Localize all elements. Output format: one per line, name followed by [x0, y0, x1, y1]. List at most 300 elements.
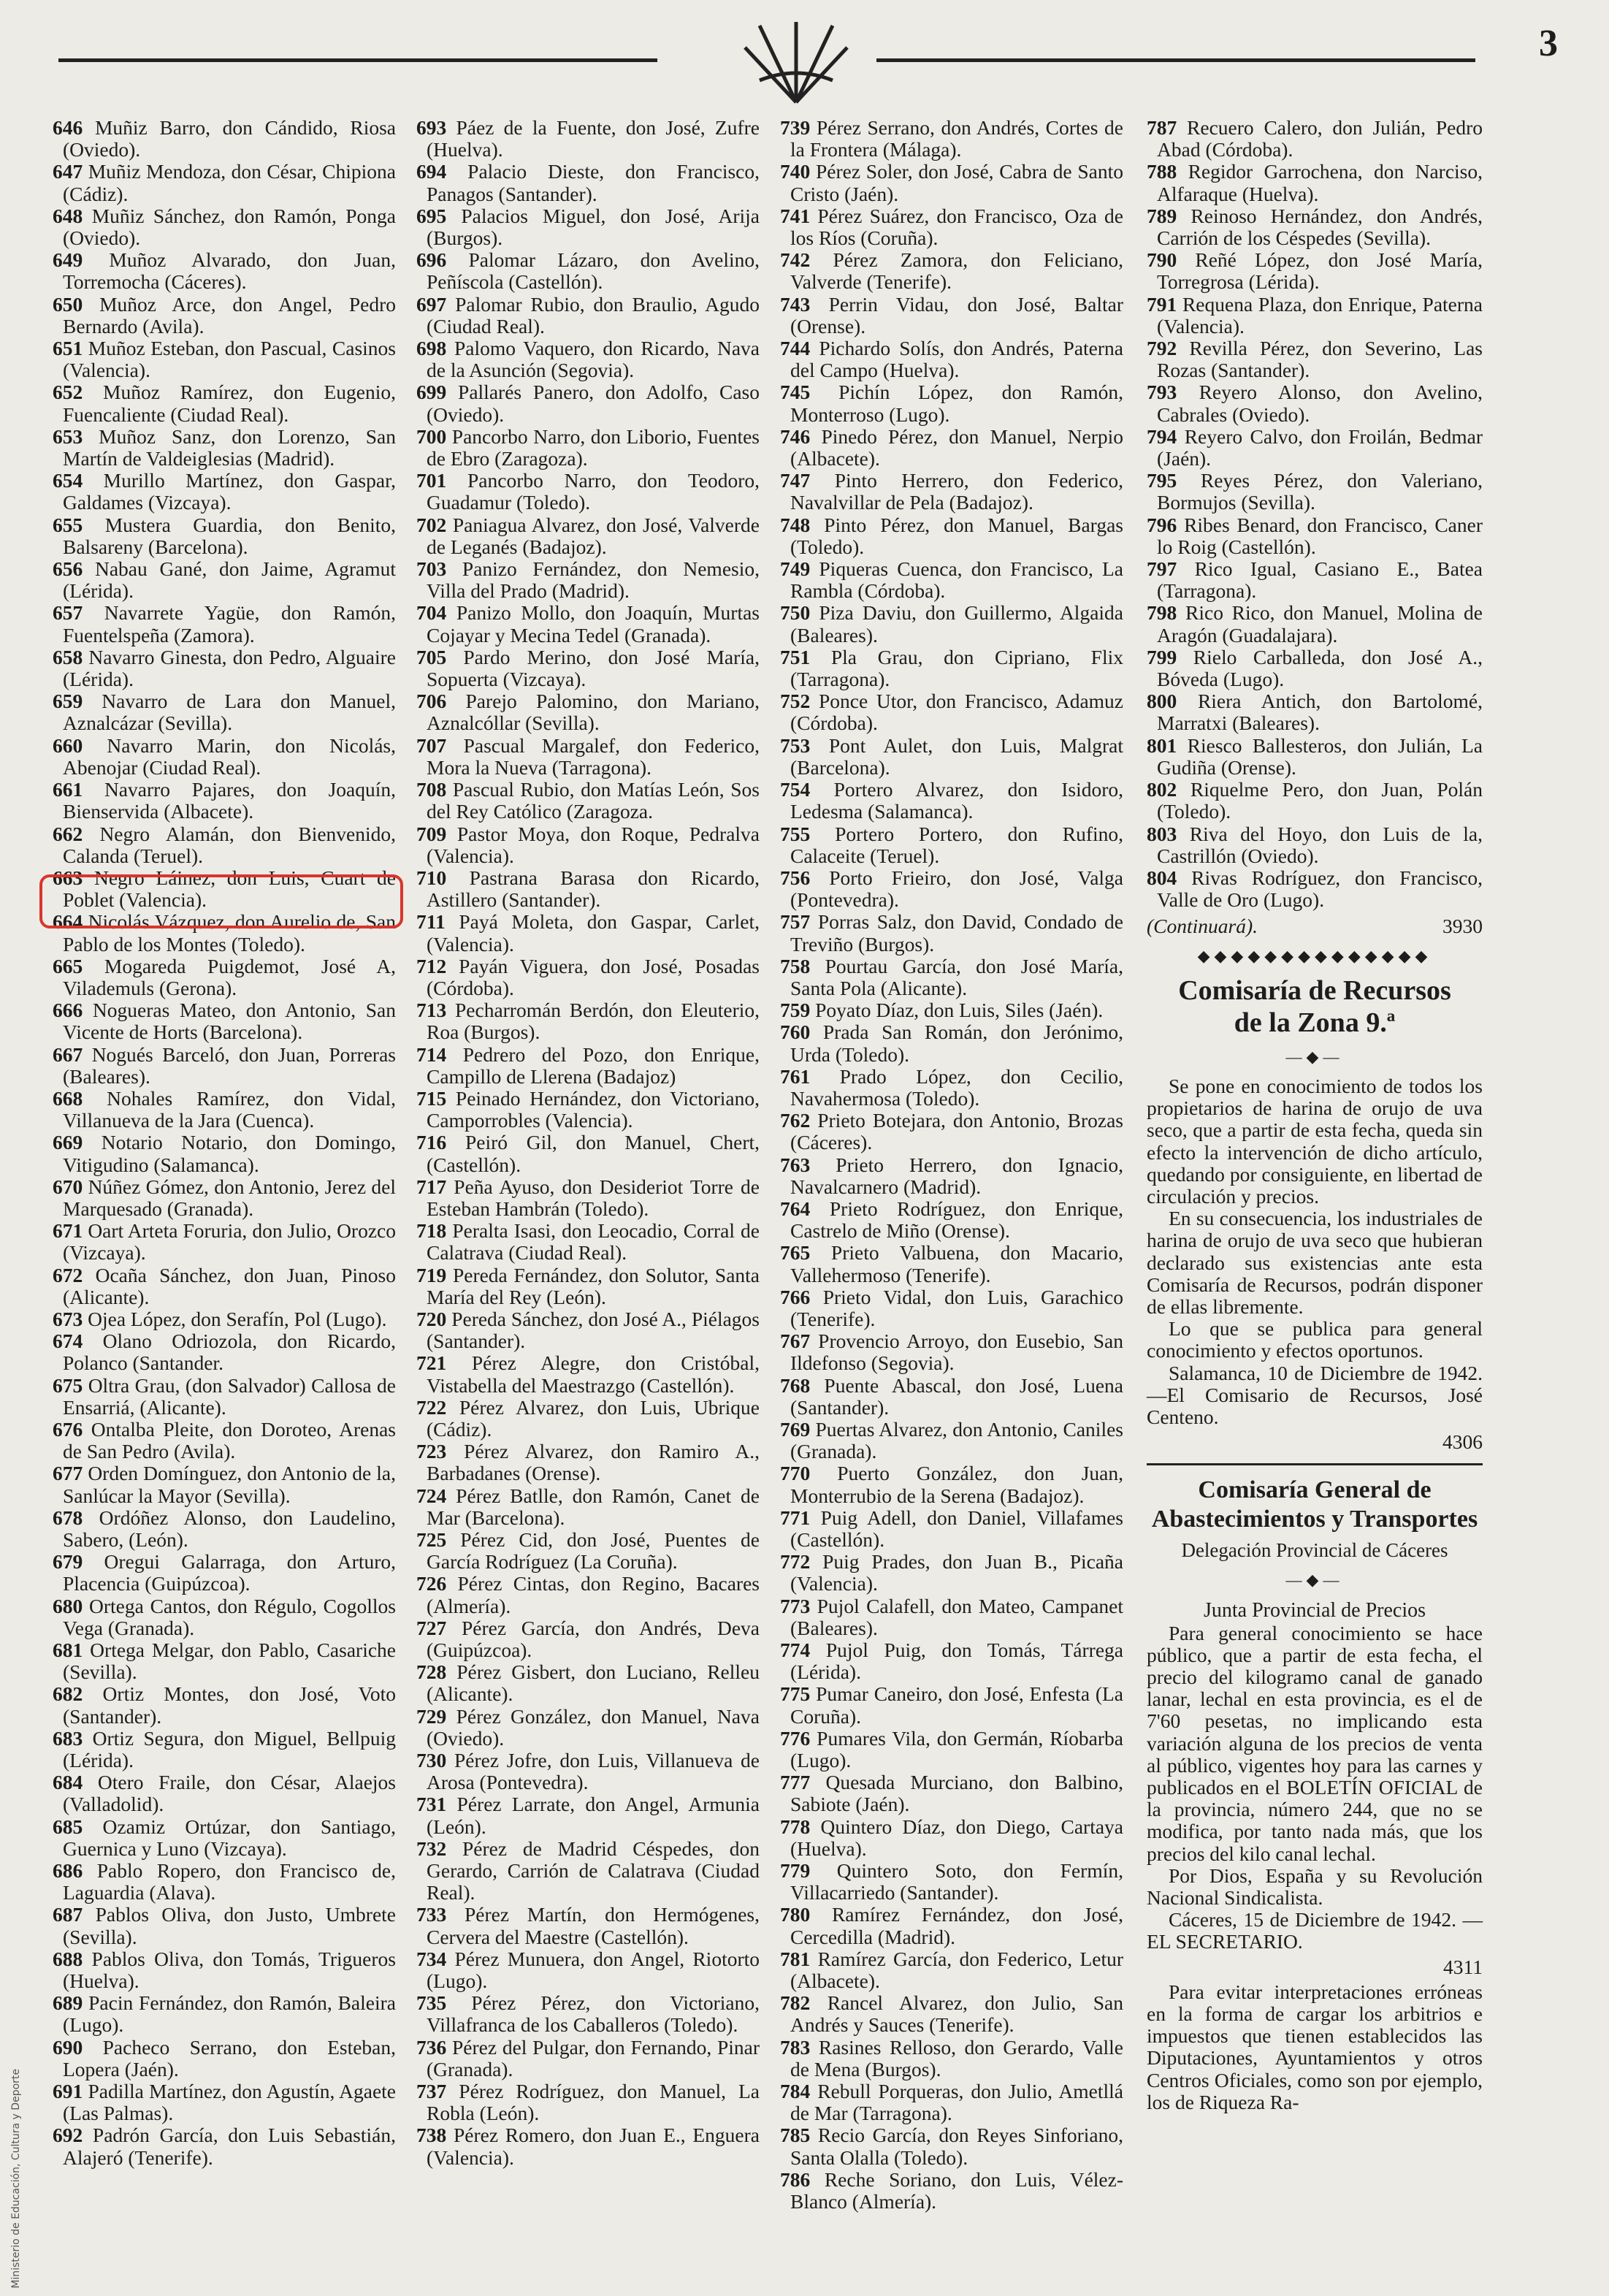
entry-number: 747 — [780, 469, 811, 492]
entry-number: 702 — [416, 513, 447, 536]
list-entry — [53, 470, 396, 514]
entry-number: 797 — [1147, 557, 1177, 581]
entry-text: Muñoz Esteban, don Pascual, Casinos (Valencia). — [63, 337, 397, 382]
entry-number: 733 — [416, 1903, 447, 1926]
list-entry — [780, 867, 1123, 911]
entry-text: Rebull Porqueras, don Julio, Ametllá de Mar (Tarragona). — [790, 2080, 1123, 2125]
entry-number: 685 — [53, 1815, 83, 1838]
entry-number: 698 — [416, 337, 447, 360]
list-entry — [1147, 602, 1483, 646]
entry-number: 735 — [416, 1991, 447, 2015]
entry-text: Ramírez García, don Federico, Letur (Albacete). — [790, 1947, 1123, 1993]
list-entry — [53, 1330, 396, 1374]
entry-text: Núñez Gómez, don Antonio, Jerez del Marquesado (Granada). — [63, 1175, 396, 1220]
entry-number: 724 — [416, 1484, 447, 1507]
list-entry — [53, 690, 396, 734]
entry-text: Prada San Román, don Jerónimo, Urda (Toledo). — [790, 1021, 1123, 1066]
list-entry — [780, 294, 1123, 337]
entry-text: Pourtau García, don José María, Santa Pola (Alicante). — [790, 954, 1123, 999]
list-entry — [416, 2037, 760, 2080]
entry-text: Pérez Cid, don José, Puentes de García Rodríguez (La Coruña). — [427, 1528, 760, 1574]
entry-text: Pumar Caneiro, don José, Enfesta (La Coruña). — [790, 1682, 1123, 1728]
list-entry — [780, 1992, 1123, 2036]
entry-number: 767 — [780, 1330, 811, 1353]
list-entry — [1147, 381, 1483, 425]
entry-number: 798 — [1147, 601, 1177, 625]
list-entry — [780, 1462, 1123, 1506]
entry-number: 654 — [53, 469, 83, 492]
list-entry — [780, 205, 1123, 249]
list-entry — [53, 205, 396, 249]
list-entry — [416, 1617, 760, 1661]
entry-text: Requena Plaza, don Enrique, Paterna (Valencia). — [1157, 292, 1483, 337]
small-ornament: —◆— — [1285, 1047, 1344, 1066]
list-entry — [780, 1419, 1123, 1462]
entry-number: 736 — [416, 2035, 447, 2059]
list-entry — [1147, 867, 1483, 911]
list-entry — [416, 867, 760, 911]
entry-number: 679 — [53, 1550, 83, 1574]
notice2-paragraph: Por Dios, España y su Revolución Nacional Sindicalista. — [1147, 1864, 1483, 1910]
entry-text: Muñiz Barro, don Cándido, Riosa (Oviedo). — [63, 116, 396, 161]
list-entry — [53, 381, 396, 425]
entry-number: 764 — [780, 1197, 811, 1220]
list-entry — [416, 779, 760, 823]
entry-text: Pereda Sánchez, don José A., Piélagos (Santander). — [427, 1307, 760, 1353]
entry-text: Piza Daviu, don Guillermo, Algaida (Baleares). — [790, 601, 1123, 647]
entry-number: 687 — [53, 1903, 83, 1926]
entry-number: 739 — [780, 116, 811, 139]
entry-text: Prado López, don Cecilio, Navahermosa (Toledo). — [790, 1064, 1124, 1110]
entry-number: 794 — [1147, 424, 1177, 448]
list-entry — [53, 602, 396, 646]
entry-number: 681 — [53, 1639, 83, 1662]
entry-number: 715 — [416, 1086, 447, 1110]
entry-text: Pablos Oliva, don Justo, Umbrete (Sevilla). — [63, 1903, 396, 1948]
entry-text: Quesada Murciano, don Balbino, Sabiote (Jaén). — [790, 1771, 1124, 1816]
list-entry — [416, 1750, 760, 1793]
list-entry — [53, 1132, 396, 1175]
entry-text: Recuero Calero, don Julián, Pedro Abad (Córdoba). — [1157, 116, 1483, 161]
entry-text: Ortega Melgar, don Pablo, Casariche (Sevilla). — [63, 1639, 397, 1684]
list-entry — [416, 1176, 760, 1220]
entry-text: Pérez Alvarez, don Luis, Ubrique (Cádiz). — [427, 1395, 760, 1441]
entry-text: Peña Ayuso, don Desideriot Torre de Esteban Hambrán (Toledo). — [427, 1175, 760, 1220]
entry-text: Puente Abascal, don José, Luena (Santander). — [790, 1373, 1123, 1419]
entry-number: 683 — [53, 1726, 83, 1750]
list-entry — [1147, 823, 1483, 867]
entry-text: Pablos Oliva, don Tomás, Trigueros (Huelva). — [63, 1947, 397, 1993]
list-entry — [780, 1198, 1123, 1242]
entry-text: Ojea López, don Serafín, Pol (Lugo). — [88, 1307, 387, 1330]
entry-number: 712 — [416, 954, 447, 977]
entry-text: Pancorbo Narro, don Teodoro, Guadamur (Toledo). — [427, 469, 760, 514]
entry-number: 723 — [416, 1440, 447, 1463]
entry-text: Pereda Fernández, don Solutor, Santa María del Rey (León). — [427, 1263, 760, 1308]
list-entry — [780, 161, 1123, 205]
entry-text: Pérez Martín, don Hermógenes, Cervera del Maestre (Castellón). — [427, 1903, 760, 1948]
small-ornament: —◆— — [1285, 1571, 1344, 1590]
entry-number: 770 — [780, 1462, 811, 1485]
list-entry — [780, 2124, 1123, 2168]
list-entry — [416, 1044, 760, 1088]
list-entry — [416, 1992, 760, 2036]
list-entry — [416, 1397, 760, 1441]
entry-number: 711 — [416, 910, 446, 934]
list-entry — [780, 690, 1123, 734]
entry-text: Rico Rico, don Manuel, Molina de Aragón (Guadalajara). — [1157, 601, 1483, 647]
entry-number: 657 — [53, 601, 83, 625]
list-entry — [53, 1860, 396, 1904]
entry-text: Oltra Grau, (don Salvador) Callosa de Ensarriá, (Alicante). — [63, 1373, 396, 1419]
list-entry — [780, 1330, 1123, 1374]
entry-number: 746 — [780, 424, 811, 448]
entry-number: 803 — [1147, 822, 1177, 845]
entry-number: 660 — [53, 733, 83, 757]
entry-number: 648 — [53, 204, 83, 227]
list-entry — [416, 1706, 760, 1750]
entry-number: 717 — [416, 1175, 447, 1198]
list-entry — [416, 1265, 760, 1308]
entry-text: Rico Igual, Casiano E., Batea (Tarragona). — [1157, 557, 1483, 603]
entry-text: Pacin Fernández, don Ramón, Baleira (Lugo). — [63, 1991, 396, 2037]
notice2-paragraph: Cáceres, 15 de Diciembre de 1942. —EL SECRETARIO. — [1147, 1908, 1483, 1953]
entry-text: Ortiz Montes, don José, Voto (Santander). — [63, 1682, 397, 1728]
list-entry — [416, 1838, 760, 1904]
column-1 — [53, 117, 396, 2169]
list-entry — [1147, 470, 1483, 514]
entry-number: 751 — [780, 645, 811, 668]
entry-number: 710 — [416, 866, 447, 889]
entry-number: 725 — [416, 1528, 447, 1551]
entry-number: 729 — [416, 1704, 447, 1728]
entry-text: Puertas Alvarez, don Antonio, Caniles (Granada). — [790, 1417, 1123, 1463]
list-entry — [780, 1021, 1123, 1065]
entry-number: 795 — [1147, 469, 1177, 492]
notice2-subtitle: Delegación Provincial de Cáceres — [1181, 1539, 1448, 1562]
list-entry — [53, 249, 396, 293]
notice-comisaria-recursos — [1147, 975, 1483, 1454]
list-entry — [780, 647, 1123, 690]
entry-text: Rancel Alvarez, don Julio, San Andrés y Sauces (Tenerife). — [790, 1991, 1124, 2037]
entry-number: 734 — [416, 1947, 447, 1970]
notice1-title-line1: Comisaría de Recursos — [1178, 975, 1451, 1006]
notice1-title-line2: de la Zona 9.ª — [1234, 1007, 1396, 1038]
entry-number: 695 — [416, 204, 447, 227]
entry-number: 673 — [53, 1307, 83, 1330]
entry-number: 756 — [780, 866, 811, 889]
list-entry — [416, 1088, 760, 1132]
entry-text: Navarrete Yagüe, don Ramón, Fuentelspeña (Zamora). — [63, 601, 397, 647]
entry-text: Notario Notario, don Domingo, Vitigudino (Salamanca). — [63, 1131, 396, 1176]
entry-text: Quintero Díaz, don Diego, Cartaya (Huelva). — [790, 1815, 1123, 1860]
entry-text: Orden Domínguez, don Antonio de la, Sanlúcar la Mayor (Sevilla). — [63, 1462, 397, 1507]
list-entry — [53, 1639, 396, 1683]
list-entry — [53, 1771, 396, 1815]
list-entry — [53, 294, 396, 337]
entry-number: 693 — [416, 116, 447, 139]
entry-number: 721 — [416, 1351, 447, 1375]
entry-number: 716 — [416, 1131, 447, 1154]
entry-number: 670 — [53, 1175, 83, 1198]
entry-text: Pinto Herrero, don Federico, Navalvillar de Pela (Badajoz). — [790, 469, 1124, 514]
notice2-title: Comisaría General de Abastecimientos y Transportes — [1151, 1476, 1478, 1533]
list-entry — [53, 2124, 396, 2168]
footer-credit: Ministerio de Educación, Cultura y Deporte — [10, 2069, 22, 2289]
entry-number: 664 — [53, 910, 83, 934]
entry-text: Pérez Zamora, don Feliciano, Valverde (Tenerife). — [790, 248, 1123, 294]
entry-number: 682 — [53, 1682, 83, 1706]
entry-number: 731 — [416, 1793, 447, 1816]
entry-text: Nogueras Mateo, don Antonio, San Vicente de Horts (Barcelona). — [63, 999, 397, 1044]
list-entry — [53, 1595, 396, 1639]
list-entry — [780, 2037, 1123, 2080]
list-entry — [780, 602, 1123, 646]
entry-number: 719 — [416, 1263, 447, 1286]
list-entry — [416, 2080, 760, 2124]
list-entry — [416, 999, 760, 1043]
list-entry — [53, 2080, 396, 2124]
entry-number: 738 — [416, 2124, 447, 2147]
entry-number: 646 — [53, 116, 83, 139]
entry-number: 790 — [1147, 248, 1177, 272]
entry-number: 699 — [416, 381, 447, 404]
entry-text: Riva del Hoyo, don Luis de la, Castrillón (Oviedo). — [1157, 822, 1483, 867]
entry-text: Pastrana Barasa don Ricardo, Astillero (Santander). — [427, 866, 760, 912]
entry-number: 672 — [53, 1263, 83, 1286]
list-entry — [416, 249, 760, 293]
list-entry — [780, 426, 1123, 470]
entry-text: Regidor Garrochena, don Narciso, Alfaraque (Huelva). — [1157, 160, 1483, 205]
entry-number: 690 — [53, 2035, 83, 2059]
entry-text: Riera Antich, don Bartolomé, Marratxi (Baleares). — [1157, 690, 1483, 735]
entry-number: 661 — [53, 778, 83, 801]
entry-number: 762 — [780, 1109, 811, 1132]
list-entry — [53, 1507, 396, 1551]
list-entry — [780, 1816, 1123, 1860]
entry-number: 662 — [53, 822, 83, 845]
entry-text: Pont Aulet, don Luis, Malgrat (Barcelona). — [790, 733, 1123, 779]
list-entry — [53, 558, 396, 602]
entry-text: Ponce Utor, don Francisco, Adamuz (Córdoba). — [790, 690, 1123, 735]
list-entry — [416, 558, 760, 602]
column-2 — [416, 117, 760, 2169]
entry-text: Pérez García, don Andrés, Deva (Guipúzcoa). — [427, 1616, 760, 1662]
entry-number: 678 — [53, 1506, 83, 1529]
entry-text: Pascual Rubio, don Matías León, Sos del Rey Católico (Zaragoza. — [427, 778, 760, 823]
entry-number: 676 — [53, 1417, 83, 1441]
entry-text: Portero Alvarez, don Isidoro, Ledesma (Salamanca). — [790, 778, 1123, 823]
entry-number: 652 — [53, 381, 83, 404]
list-entry — [53, 1462, 396, 1506]
entry-number: 655 — [53, 513, 83, 536]
entry-text: Pérez del Pulgar, don Fernando, Pinar (Granada). — [427, 2035, 760, 2080]
entry-number: 737 — [416, 2080, 447, 2103]
entry-number: 759 — [780, 999, 811, 1022]
entry-text: Recio García, don Reyes Sinforiano, Santa Olalla (Toledo). — [790, 2124, 1123, 2169]
entry-text: Parejo Palomino, don Mariano, Aznalcóllar (Sevilla). — [427, 690, 760, 735]
list-entry — [53, 1419, 396, 1462]
entry-text: Payán Viguera, don José, Posadas (Córdoba). — [427, 954, 760, 999]
entry-text: Pérez Jofre, don Luis, Villanueva de Arosa (Pontevedra). — [427, 1749, 760, 1794]
entry-number: 778 — [780, 1815, 811, 1838]
entry-text: Nabau Gané, don Jaime, Agramut (Lérida). — [63, 557, 396, 603]
entry-text: Pecharromán Berdón, don Eleuterio, Roa (Burgos). — [427, 999, 760, 1044]
entry-text: Palacios Miguel, don José, Arija (Burgos). — [427, 204, 760, 250]
list-entry — [53, 1904, 396, 1948]
entry-text: Navarro Pajares, don Joaquín, Bienservida (Albacete). — [63, 778, 397, 823]
list-entry — [416, 1352, 760, 1396]
list-entry — [780, 249, 1123, 293]
list-entry — [53, 1220, 396, 1264]
entry-text: Payá Moleta, don Gaspar, Carlet, (Valencia). — [427, 910, 760, 956]
entry-number: 791 — [1147, 292, 1177, 316]
yoke-arrows-emblem-icon — [738, 15, 855, 110]
list-entry — [416, 1573, 760, 1617]
entry-text: Pascual Margalef, don Federico, Mora la Nueva (Tarragona). — [427, 733, 760, 779]
list-entry — [780, 1904, 1123, 1948]
entry-number: 651 — [53, 337, 83, 360]
entry-text: Portero Portero, don Rufino, Calaceite (Teruel). — [790, 822, 1123, 867]
entry-text: Pla Grau, don Cipriano, Flix (Tarragona). — [790, 645, 1124, 691]
list-entry — [1147, 514, 1483, 558]
entry-text: Palomo Vaquero, don Ricardo, Nava de la Asunción (Segovia). — [427, 337, 760, 382]
entry-number: 771 — [780, 1506, 811, 1529]
entry-number: 726 — [416, 1572, 447, 1595]
list-entry — [416, 205, 760, 249]
list-entry — [780, 999, 1123, 1021]
entry-text: Pérez Larrate, don Angel, Armunia (León). — [427, 1793, 760, 1838]
entry-number: 743 — [780, 292, 811, 316]
list-entry — [1147, 117, 1483, 161]
list-entry — [53, 161, 396, 205]
entry-text: Revilla Pérez, don Severino, Las Rozas (Santander). — [1157, 337, 1483, 382]
entry-number: 689 — [53, 1991, 83, 2015]
list-entry — [780, 1066, 1123, 1110]
entry-text: Provencio Arroyo, don Eusebio, San Ildefonso (Segovia). — [790, 1330, 1124, 1375]
list-entry — [416, 1948, 760, 1992]
list-entry — [53, 426, 396, 470]
entry-text: Ribes Benard, don Francisco, Caner lo Roig (Castellón). — [1157, 513, 1483, 558]
list-entry — [780, 735, 1123, 779]
list-entry — [1147, 690, 1483, 734]
entry-number: 785 — [780, 2124, 811, 2147]
entry-number: 802 — [1147, 778, 1177, 801]
entry-text: Pastor Moya, don Roque, Pedralva (Valencia). — [427, 822, 760, 867]
entry-text: Pérez Cintas, don Regino, Bacares (Almería). — [427, 1572, 760, 1617]
entry-text: Prieto Botejara, don Antonio, Brozas (Cáceres). — [790, 1109, 1123, 1154]
entry-text: Peinado Hernández, don Victoriano, Camporrobles (Valencia). — [427, 1086, 760, 1132]
list-entry — [53, 647, 396, 690]
entry-text: Pinedo Pérez, don Manuel, Nerpio (Albacete). — [790, 424, 1124, 470]
entry-text: Pujol Puig, don Tomás, Tárrega (Lérida). — [790, 1639, 1123, 1684]
entry-number: 744 — [780, 337, 811, 360]
list-entry — [780, 514, 1123, 558]
list-entry — [1147, 558, 1483, 602]
entry-number: 754 — [780, 778, 811, 801]
section-divider — [1147, 1463, 1483, 1465]
entry-text: Mogareda Puigdemot, José A, Vilademuls (Gerona). — [63, 954, 397, 999]
entry-number: 787 — [1147, 116, 1177, 139]
list-entry — [780, 1771, 1123, 1815]
list-entry — [1147, 647, 1483, 690]
entry-text: Negro Alamán, don Bienvenido, Calanda (Teruel). — [63, 822, 397, 867]
entry-text: Ortiz Segura, don Miguel, Bellpuig (Lérida). — [63, 1726, 396, 1772]
entry-text: Olano Odriozola, don Ricardo, Polanco (Santander. — [63, 1330, 397, 1375]
entry-text: Muñiz Sánchez, don Ramón, Ponga (Oviedo). — [63, 204, 397, 250]
entry-number: 714 — [416, 1042, 447, 1066]
list-entry — [53, 956, 396, 999]
entry-text: Reche Soriano, don Luis, Vélez-Blanco (Almería). — [790, 2167, 1123, 2213]
entry-text: Padilla Martínez, don Agustín, Agaete (Las Palmas). — [63, 2080, 397, 2125]
entry-text: Puig Prades, don Juan B., Picaña (Valencia). — [790, 1550, 1123, 1595]
list-entry — [53, 1816, 396, 1860]
entry-text: Puerto González, don Juan, Monterrubio de la Serena (Badajoz). — [790, 1462, 1124, 1507]
notice1-paragraph: Se pone en conocimiento de todos los propietarios de harina de orujo de uva seco, que a partir de esta fecha, queda sin efecto la intervención de dicho artículo, quedando por consiguiente, en libertad de circulación y precios. — [1147, 1074, 1483, 1208]
list-entry — [416, 514, 760, 558]
list-entry — [780, 381, 1123, 425]
entry-number: 707 — [416, 733, 447, 757]
entry-number: 703 — [416, 557, 447, 581]
entry-text: Mustera Guardia, don Benito, Balsareny (Barcelona). — [63, 513, 396, 558]
list-entry — [1147, 337, 1483, 381]
list-entry — [780, 1507, 1123, 1551]
list-entry — [1147, 294, 1483, 337]
entry-text: Pablo Ropero, don Francisco de, Laguardia (Alava). — [63, 1859, 397, 1904]
entry-number: 692 — [53, 2124, 83, 2147]
entry-number: 801 — [1147, 733, 1177, 757]
entry-number: 761 — [780, 1064, 811, 1088]
entry-number: 720 — [416, 1307, 447, 1330]
entry-number: 665 — [53, 954, 83, 977]
entry-text: Pujol Calafell, don Mateo, Campanet (Baleares). — [790, 1594, 1124, 1639]
entry-text: Pancorbo Narro, don Liborio, Fuentes de Ebro (Zaragoza). — [427, 424, 760, 470]
continued-code: 3930 — [1442, 915, 1483, 938]
entry-text: Negro Láinez, don Luis, Cuart de Poblet (Valencia). — [63, 866, 396, 912]
list-entry — [416, 956, 760, 999]
list-entry — [416, 161, 760, 205]
list-entry — [416, 1308, 760, 1352]
list-entry — [416, 1793, 760, 1837]
list-entry — [1147, 426, 1483, 470]
list-entry — [780, 1639, 1123, 1683]
entry-number: 704 — [416, 601, 447, 625]
entry-text: Padrón García, don Luis Sebastián, Alajeró (Tenerife). — [63, 2124, 396, 2169]
list-entry — [780, 1860, 1123, 1904]
notice2-trailing-paragraph: Para evitar interpretaciones erróneas en la forma de cargar los arbitrios e impuestos que tienen establecidos las Diputaciones, Ayuntamientos y otros Centros Oficiales, como son por ejemplo, los de Riqueza Ra- — [1147, 1980, 1483, 2113]
entry-text: Nicolás Vázquez, don Aurelio de, San Pablo de los Montes (Toledo). — [63, 910, 397, 956]
list-entry — [780, 2169, 1123, 2213]
list-entry — [416, 1529, 760, 1573]
entry-number: 772 — [780, 1550, 811, 1574]
entry-number: 691 — [53, 2080, 83, 2103]
list-entry — [53, 1992, 396, 2036]
entry-number: 765 — [780, 1241, 811, 1265]
list-entry — [53, 1308, 396, 1330]
list-entry — [53, 1728, 396, 1771]
entry-number: 750 — [780, 601, 811, 625]
entry-number: 783 — [780, 2035, 811, 2059]
list-entry — [780, 1551, 1123, 1595]
entry-text: Pérez Munuera, don Angel, Riotorto (Lugo). — [427, 1947, 760, 1993]
list-entry — [416, 1220, 760, 1264]
entry-number: 782 — [780, 1991, 811, 2015]
list-entry — [780, 779, 1123, 823]
entry-text: Quintero Soto, don Fermín, Villacarriedo (Santander). — [790, 1859, 1123, 1904]
entry-number: 688 — [53, 1947, 83, 1970]
entry-text: Pérez Pérez, don Victoriano, Villafranca de los Caballeros (Toledo). — [427, 1991, 760, 2037]
list-entry — [1147, 205, 1483, 249]
